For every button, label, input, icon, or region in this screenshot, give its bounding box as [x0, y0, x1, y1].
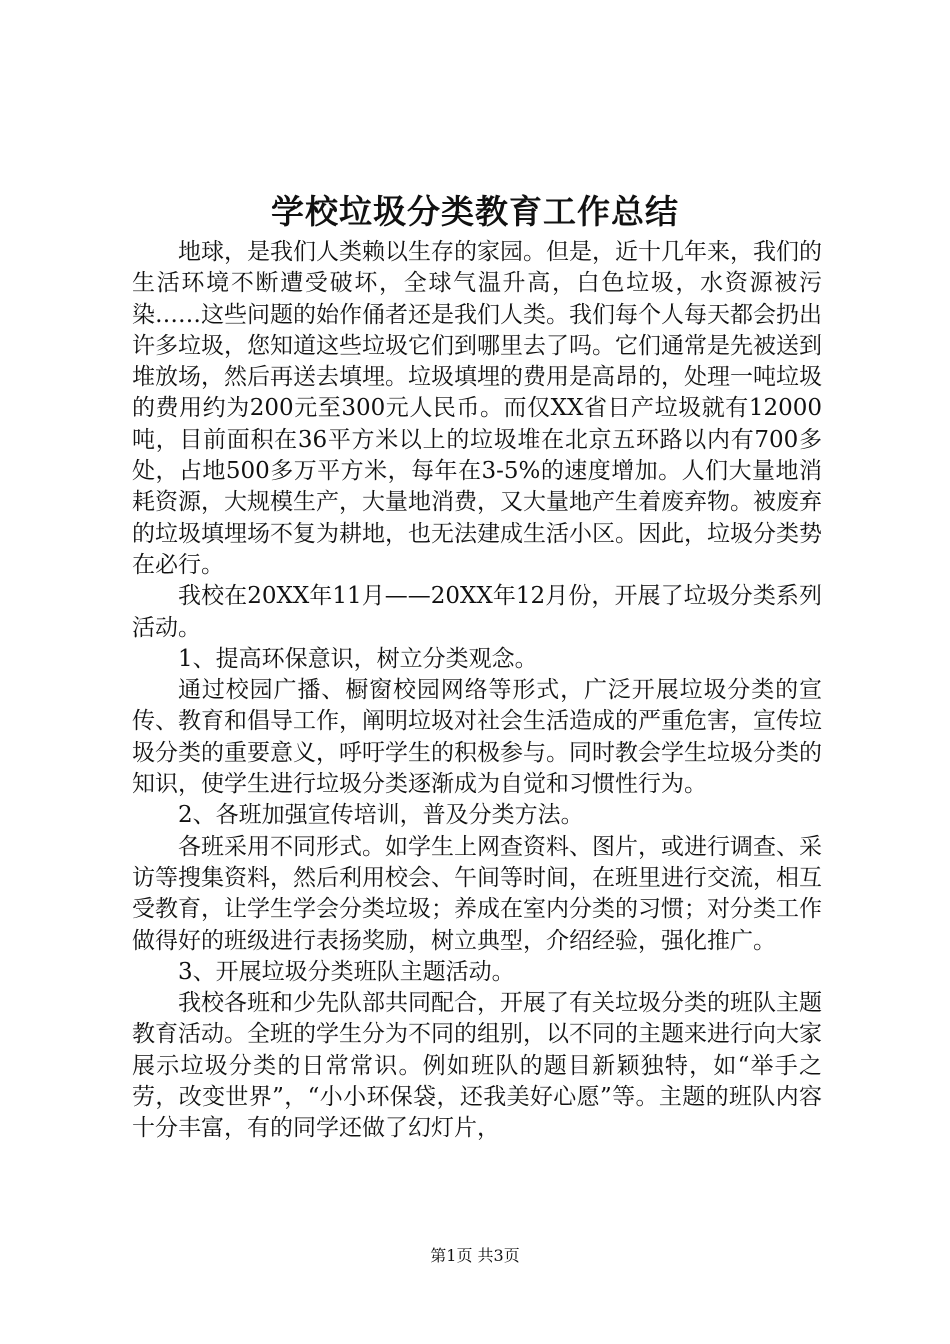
section-heading-1: 1、提高环保意识，树立分类观念。	[178, 645, 538, 672]
paragraph-section-2: 各班采用不同形式。如学生上网查资料、图片，或进行调查、采访等搜集资料，然后利用校会、午间等时间，在班里进行交流，相互受教育，让学生学会分类垃圾；养成在室内分类的习惯；对分类工作做得好的班级进行表扬奖励，树立典型，介绍经验，强化推广。	[132, 833, 822, 954]
paragraph-section-3: 我校各班和少先队部共同配合，开展了有关垃圾分类的班队主题教育活动。全班的学生分为不同的组别，以不同的主题来进行向大家展示垃圾分类的日常常识。例如班队的题目新颖独特，如“举手之劳，改变世界”，“小小环保袋，还我美好心愿”等。主题的班队内容十分丰富，有的同学还做了幻灯片，	[132, 990, 822, 1142]
document-body	[132, 237, 822, 1145]
paragraph-activity-period: 我校在20XX年11月——20XX年12月份，开展了垃圾分类系列活动。	[132, 583, 822, 641]
document-title: 学校垃圾分类教育工作总结	[271, 192, 679, 231]
page-number-footer: 第1页 共3页	[430, 1246, 520, 1265]
paragraph-intro: 地球，是我们人类赖以生存的家园。但是，近十几年来，我们的生活环境不断遭受破坏，全球气温升高，白色垃圾，水资源被污染……这些问题的始作俑者还是我们人类。我们每个人每天都会扔出许多垃圾，您知道这些垃圾它们到哪里去了吗。它们通常是先被送到堆放场，然后再送去填埋。垃圾填埋的费用是高昂的，处理一吨垃圾的费用约为200元至300元人民币。而仅XX省日产垃圾就有12000吨，目前面积在36平方米以上的垃圾堆在北京五环路以内有700多处，占地500多万平方米，每年在3-5%的速度增加。人们大量地消耗资源，大规模生产，大量地消费，又大量地产生着废弃物。被废弃的垃圾填埋场不复为耕地，也无法建成生活小区。因此，垃圾分类势在必行。	[132, 239, 822, 578]
section-heading-2: 2、各班加强宣传培训，普及分类方法。	[178, 802, 584, 829]
section-heading-3: 3、开展垃圾分类班队主题活动。	[178, 958, 515, 985]
paragraph-section-1: 通过校园广播、橱窗校园网络等形式，广泛开展垃圾分类的宣传、教育和倡导工作，阐明垃圾对社会生活造成的严重危害，宣传垃圾分类的重要意义，呼吁学生的积极参与。同时教会学生垃圾分类的知识，使学生进行垃圾分类逐渐成为自觉和习惯性行为。	[132, 677, 822, 798]
